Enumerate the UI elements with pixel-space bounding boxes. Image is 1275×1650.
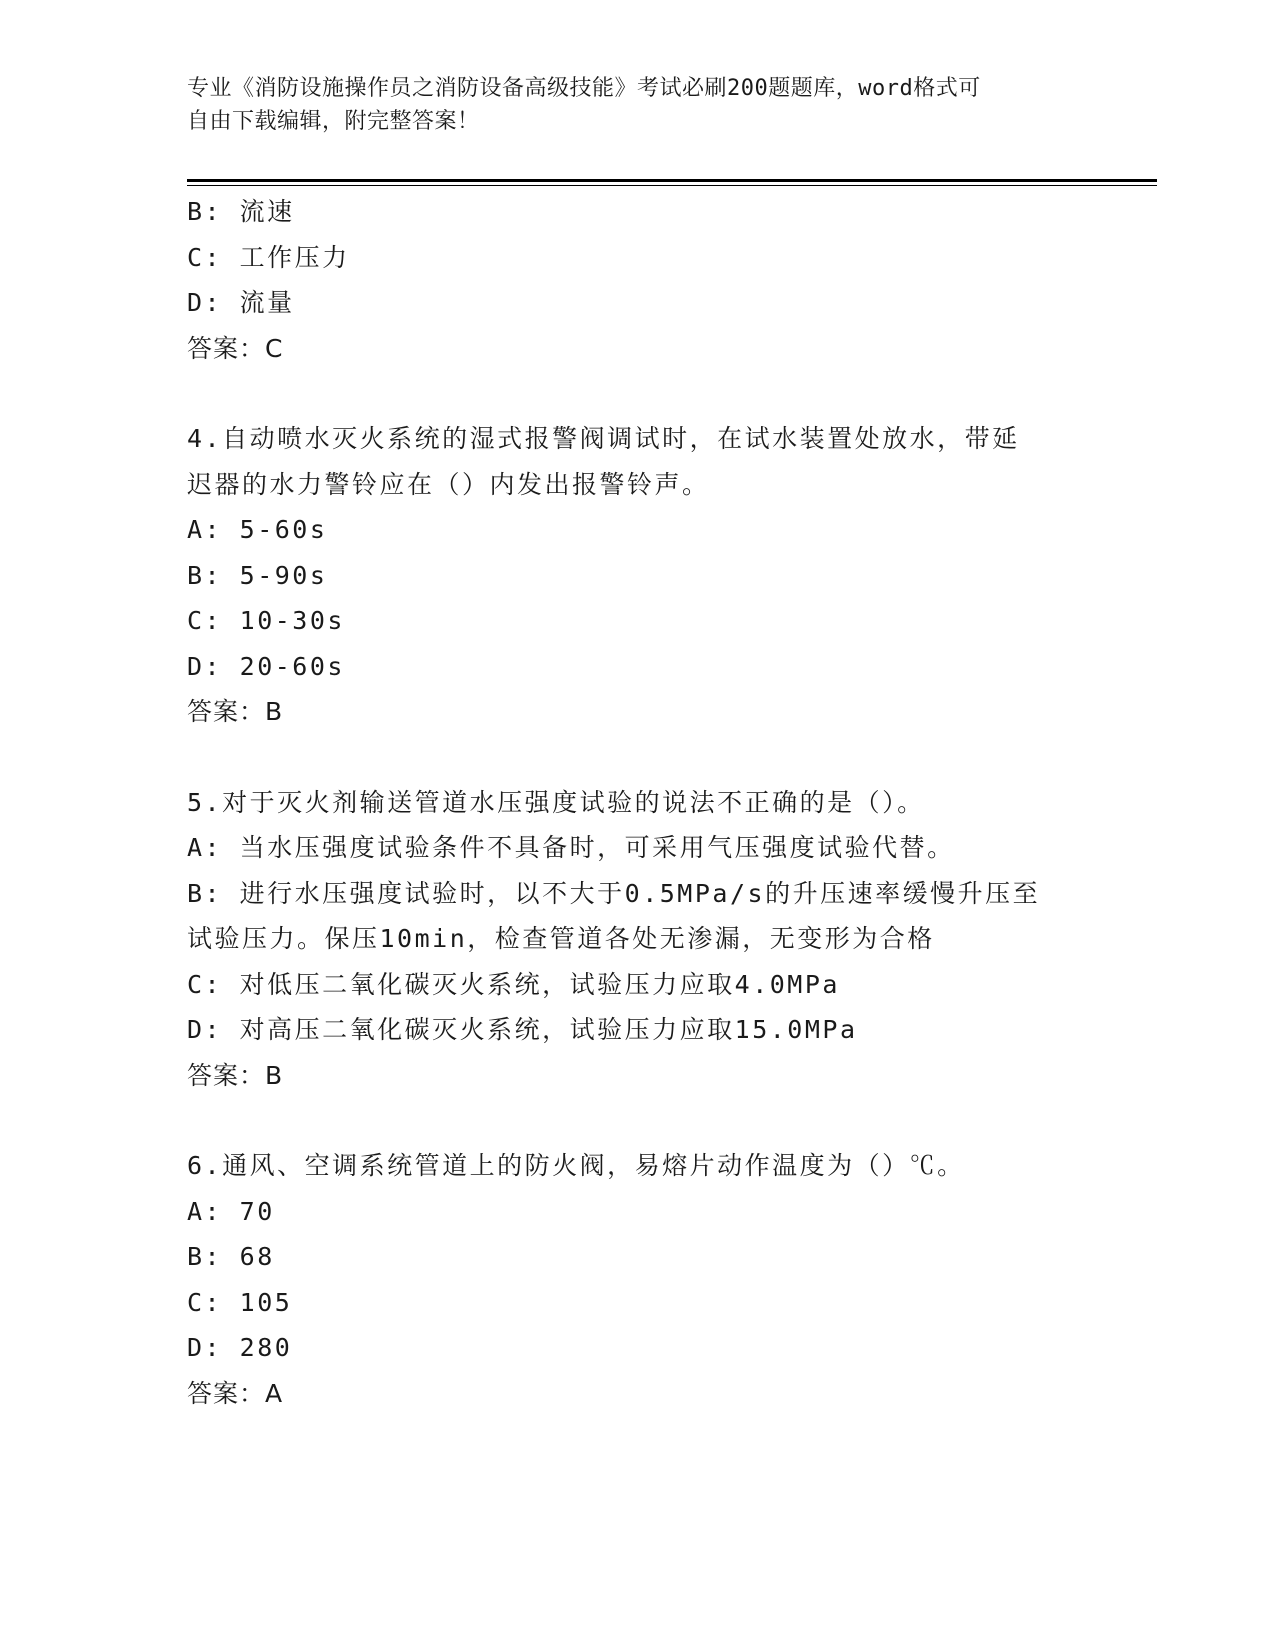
question-stem-line: 4.自动喷水灭火系统的湿式报警阀调试时，在试水装置处放水，带延 (187, 424, 1020, 453)
answer-line: 答案：B (187, 697, 284, 726)
spacer (187, 1098, 1087, 1143)
spacer (187, 371, 1087, 416)
option-c: C: 工作压力 (187, 242, 350, 272)
header-divider-thin (187, 185, 1157, 186)
question-stem-line: 5.对于灭火剂输送管道水压强度试验的说法不正确的是（）。 (187, 787, 925, 817)
header-line-2: 自由下载编辑，附完整答案！ (187, 109, 480, 134)
answer-line: 答案：C (187, 333, 284, 363)
answer-line: 答案：B (187, 1060, 284, 1090)
spacer (187, 735, 1087, 780)
option-a: A: 5-60s (187, 515, 328, 544)
option-d: D: 流量 (187, 288, 295, 317)
option-d: D: 280 (187, 1333, 293, 1362)
question-3-partial (187, 189, 1087, 371)
option-b: B: 流速 (187, 197, 295, 226)
option-b: B: 进行水压强度试验时，以不大于0.5MPa/s的升压速率缓慢升压至 (187, 878, 1041, 908)
document-header (187, 72, 1067, 138)
option-a: A: 当水压强度试验条件不具备时，可采用气压强度试验代替。 (187, 833, 955, 862)
header-divider-thick (187, 179, 1157, 182)
question-6 (187, 1143, 1087, 1416)
option-a: A: 70 (187, 1196, 275, 1226)
question-4 (187, 416, 1087, 735)
question-stem-line: 6.通风、空调系统管道上的防火阀，易熔片动作温度为（）℃。 (187, 1151, 965, 1180)
header-line-1: 专业《消防设施操作员之消防设备高级技能》考试必刷200题题库，word格式可 (187, 76, 981, 101)
option-d: D: 20-60s (187, 651, 345, 681)
option-b: B: 5-90s (187, 560, 328, 590)
option-c: C: 对低压二氧化碳灭火系统，试验压力应取4.0MPa (187, 969, 840, 999)
question-list (187, 189, 1087, 1416)
question-stem-line: 迟器的水力警铃应在（）内发出报警铃声。 (187, 469, 710, 499)
answer-line: 答案：A (187, 1378, 284, 1408)
option-d: D: 对高压二氧化碳灭火系统，试验压力应取15.0MPa (187, 1015, 858, 1044)
option-c: C: 10-30s (187, 606, 345, 635)
option-c: C: 105 (187, 1287, 293, 1317)
option-b: B: 68 (187, 1242, 275, 1271)
question-5 (187, 780, 1087, 1099)
option-b-continued: 试验压力。保压10min，检查管道各处无渗漏，无变形为合格 (187, 924, 935, 953)
